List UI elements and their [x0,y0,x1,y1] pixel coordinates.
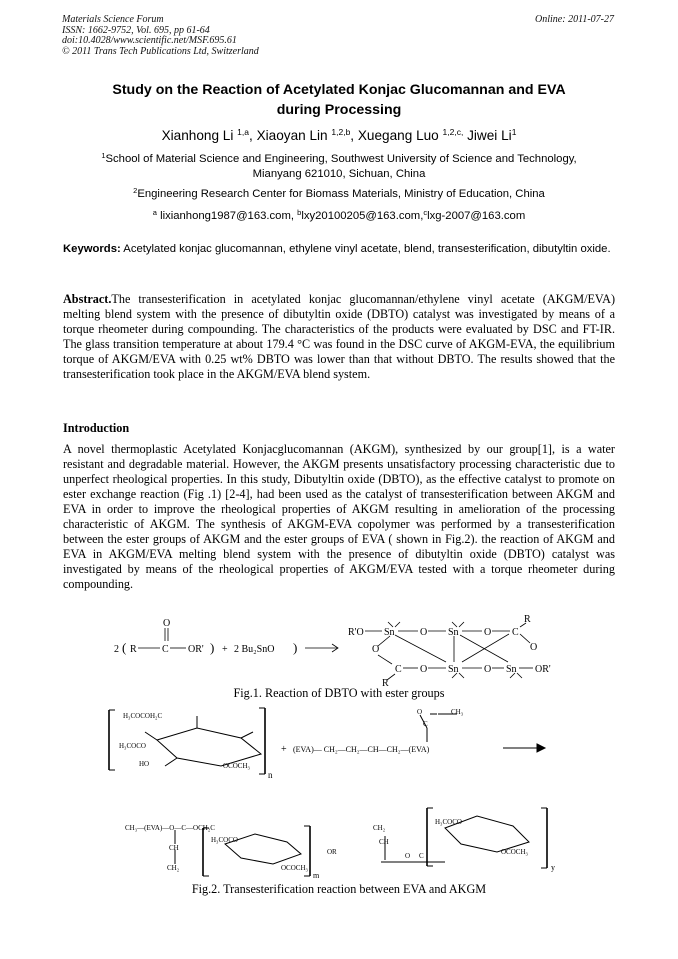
online-date: Online: 2011-07-27 [535,14,614,25]
fig2-repeat-y: y [551,863,555,872]
fig1-r-prime-o: R'O [348,627,364,638]
keywords-block [63,242,615,256]
abstract-text: The transesterification in acetylated konjac glucomannan/ethylene vinyl acetate (AKGM/EVA) melting blend system with the presence of dibutyltin oxide (DBTO) catalyst was investigated by means of a torque rheometer during compounding. The characteristics of the products were evaluated by DSC and FT-IR. The glass transition temperature at about 179.4 °C was found in the DSC curve of AKGM-EVA, the equilibrium torque of AKGM/EVA with 0.25 wt% DBTO was lower than that without DBTO. The results showed that the transesterification took place in the AKGM/EVA blend system. [63,292,615,381]
author-affil-sup: 1 [511,127,517,137]
email-sup: c [423,208,428,217]
fig1-r-group: R [130,644,137,655]
fig1-or-prime: OR' [188,644,204,655]
copyright-line: © 2011 Trans Tech Publications Ltd, Switzerland [62,45,259,57]
email-a[interactable]: lixianhong1987@163.com, [160,210,295,222]
affiliation-line: Mianyang 621010, Sichuan, China [252,167,426,180]
doi-line: doi:10.4028/www.scientific.net/MSF.695.61 [62,35,237,47]
fig1-oxygen: O [420,664,428,675]
fig2-acetyl-label: OCOCH₃ [281,864,308,872]
fig1-dbto: 2 Bu₂SnO [234,644,275,655]
figure-1-scheme [110,612,570,690]
title-line-2: during Processing [276,102,402,118]
figure-2-caption: Fig.2. Transesterification reaction between EVA and AKGM [191,882,487,896]
affiliation-line: School of Material Science and Engineering, Southwest University of Science and Technology, [105,153,577,165]
fig1-sn: Sn [448,627,459,638]
fig1-r-group: R [524,614,531,625]
author-list: Xianhong Li $^{1,a}$, Xiaoyan Lin $^{1,2,b}$, Xuegang Luo $^{1,2,c,}$ Jiwei Li$^1$ [161,127,517,143]
author-name: Xuegang Luo [357,128,439,143]
title-line-1: Study on the Reaction of Acetylated Konjac Glucomannan and EVA [112,82,566,98]
fig2-acetyl-label: OCOCH₃ [223,762,250,770]
email-sup: a [152,208,157,217]
affiliation-sup: 2 [133,186,138,195]
fig1-or-prime: OR' [535,664,551,675]
paper-title [66,80,612,120]
figure-1-caption: Fig.1. Reaction of DBTO with ester groups [233,686,445,700]
fig2-or-label: OR [327,848,337,856]
fig2-acetyl-label: H₃COCO [211,836,238,844]
journal-name: Materials Science Forum [62,14,164,25]
fig2-carbon: C [423,720,428,728]
fig2-acetyl-label: OCOCH₃ [501,848,528,856]
author-affil-sup: 1,a [237,127,249,137]
fig2-ch2-label: CH₂ [167,864,180,872]
fig1-oxygen: O [484,664,492,675]
email-c[interactable]: lxg-2007@163.com [427,210,526,222]
fig1-paren: ) [293,640,298,655]
abstract-block [63,292,615,382]
fig1-oxygen: O [372,644,380,655]
email-b[interactable]: lxy20100205@163.com, [301,210,424,222]
fig1-oxygen: O [484,627,492,638]
journal-header [62,15,259,57]
fig1-coefficient: 2 [114,644,119,655]
fig1-carbon: C [162,644,169,655]
fig2-oxygen: O [405,852,411,860]
fig2-ch-label: CH [169,844,179,852]
email-sup: b [297,208,302,217]
fig1-sn: Sn [448,664,459,675]
fig2-acetyl-label: H₃COCO [119,742,146,750]
fig2-ho-label: HO [139,760,150,768]
fig2-product-chain: CH₃—(EVA)—O—C—OCH₂C [125,824,215,832]
fig2-plus: + [281,744,287,755]
figure-2-scheme [105,704,585,880]
author-name: Xianhong Li [161,128,234,143]
fig1-paren: ( [122,640,127,655]
author-affil-sup: 1,2,b [331,127,351,137]
fig1-carbon: C [512,627,519,638]
fig2-methyl: CH₃ [451,708,464,716]
section-heading-introduction: Introduction [63,421,130,435]
fig2-acetyl-label: H₃COCO [435,818,462,826]
abstract-label: Abstract. [63,292,112,306]
fig2-repeat-n: n [268,770,273,780]
fig1-oxygen: O [163,618,171,629]
introduction-text: A novel thermoplastic Acetylated Konjacglucomannan (AKGM), synthesized by our group[1], is a water resistant and degradable material. However, the AKGM presents unsatisfactory processing characteristic due to unperfect rheological properties. In this study, Dibutyltin oxide (DBTO), as the effective catalyst to promote on ester exchange reaction (Fig .1) [2-4], had been used as the catalyst of transesterification between AKGM and EVA in order to improve the rheological properties of AKGM resulting in amelioration of the processing characteristic of AKGM. The synthesis of AKGM-EVA copolymer was performed by a transesterification between the ester groups of AKGM and the ester groups of EVA ( shown in Fig.2). the reaction of AKGM and EVA in AKGM/EVA melting blend system with the presence of dibutyltin oxide (DBTO) catalyst was investigated by means of the rheological properties of AKGM/EVA tested with a torque rheometer during compounding. [63,442,615,591]
author-name: Xiaoyan Lin [256,128,328,143]
author-name: Jiwei Li [467,128,512,143]
fig2-repeat-m: m [313,871,320,880]
author-affil-sup: 1,2,c, [442,127,464,137]
fig2-eva-chain: (EVA)— CH₂—CH₂—CH—CH₂—(EVA) [293,745,430,754]
issn-line: ISSN: 1662-9752, Vol. 695, pp 61-64 [62,24,210,36]
fig2-ch2-label: CH₂ [373,824,386,832]
fig1-sn: Sn [384,627,395,638]
fig1-oxygen: O [420,627,428,638]
fig1-oxygen: O [530,642,538,653]
affiliation-line: Engineering Research Center for Biomass Materials, Ministry of Education, China [137,188,545,200]
fig2-ch-label: CH [379,838,389,846]
fig2-oxygen: O [417,708,423,716]
affiliation-sup: 1 [101,151,106,160]
fig2-carbon: C [419,852,424,860]
fig1-sn: Sn [506,664,517,675]
affiliation-1 [66,149,612,181]
email-line [66,206,612,224]
keywords-label: Keywords: [63,243,121,255]
fig2-acetyl-label: H₃COCOH₂C [123,712,163,720]
fig1-plus: + [222,644,228,655]
keywords-text: Acetylated konjac glucomannan, ethylene vinyl acetate, blend, transesterification, dibutyltin oxide. [123,243,611,255]
fig1-paren: ) [210,640,215,655]
fig1-carbon: C [395,664,402,675]
fig1-r-group: R [382,678,389,689]
affiliation-2 [66,184,612,202]
